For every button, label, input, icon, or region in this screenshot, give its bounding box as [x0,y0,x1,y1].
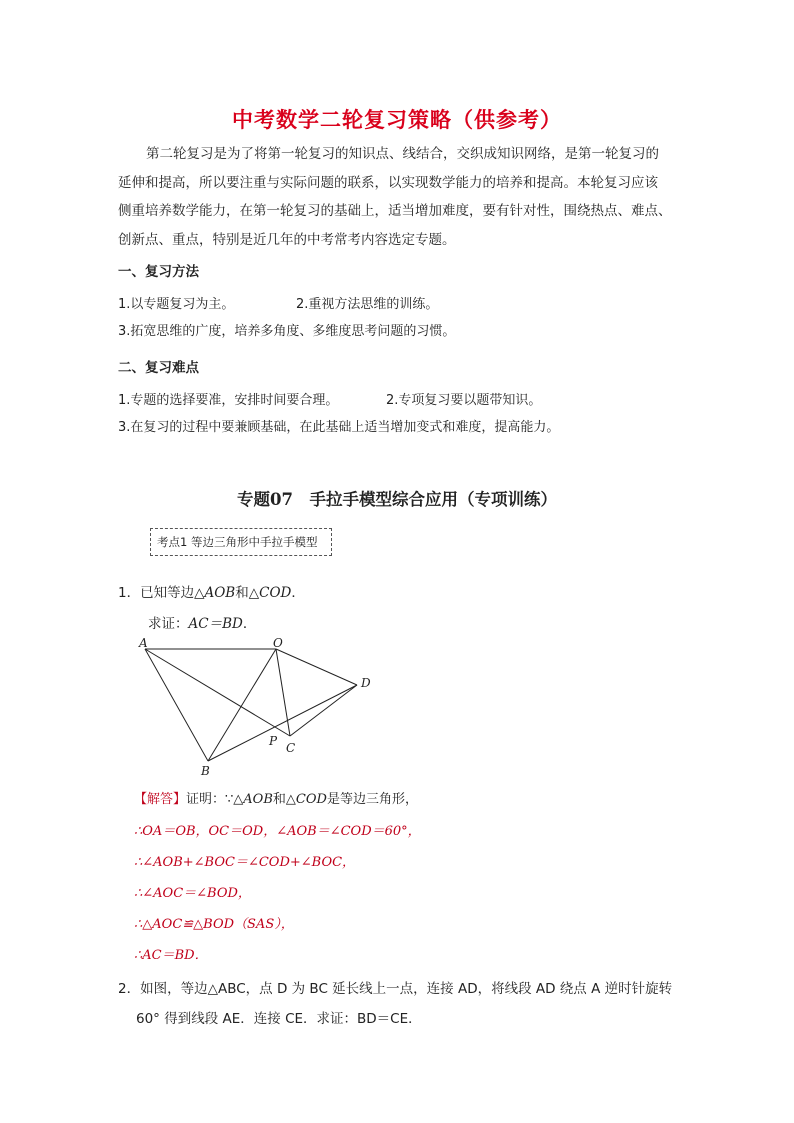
answer-text: 是等边三角形， [326,792,418,807]
question-number: 2． [118,981,141,997]
question-1-prove [148,612,256,632]
kaodian-box: 考点1 等边三角形中手拉手模型 [150,528,332,556]
question-2-text: 如图，等边△ABC，点 D 为 BC 延长线上一点，连接 AD，将线段 AD 绕点 A 逆时针旋转 [140,981,673,997]
answer-tag: 【解答】 [134,792,187,807]
label-a: A [139,636,148,650]
prove-expression: AC＝BD [188,616,243,632]
section-heading-methods: 一、复习方法 [118,264,199,280]
stem-triangle: COD [259,585,292,601]
label-b: B [201,764,210,778]
intro-line: 创新点、重点，特别是近几年的中考常考内容选定专题。 [118,231,456,248]
intro-line: 第二轮复习是为了将第一轮复习的知识点、线结合，交织成知识网络，是第一轮复习的 [146,146,659,162]
answer-triangle: COD [295,792,327,807]
label-c: C [286,741,296,755]
segment-bd [208,685,357,761]
segment-od [276,649,357,685]
answer-text: 和△ [272,792,296,807]
question-1-figure [130,630,380,780]
stem-text: 已知等边△ [140,585,205,601]
stem-triangle: AOB [204,585,236,601]
answer-triangle: AOB [243,792,273,807]
proof-step: ∴AC＝BD． [134,948,208,963]
difficulty-item: 2.专项复习要以题带知识。 [386,393,542,408]
label-p: P [269,734,278,748]
method-item: 1.以专题复习为主。 [118,297,235,312]
page-title: 中考数学二轮复习策略（供参考） [232,108,562,132]
stem-text: ． [291,585,305,601]
proof-step: ∴△AOC≌△BOD（SAS）， [134,917,294,932]
segment-cd [290,685,357,736]
label-o: O [273,636,283,650]
section-heading-difficulties: 二、复习难点 [118,360,199,376]
intro-paragraph [118,140,678,254]
difficulty-item: 1.专题的选择要准，安排时间要合理。 [118,393,339,408]
question-2-line2: 60° 得到线段 AE．连接 CE．求证：BD＝CE． [136,1011,422,1027]
prove-text: ． [242,616,257,632]
difficulty-item: 3.在复习的过程中要兼顾基础，在此基础上适当增加变式和难度，提高能力。 [118,420,560,435]
proof-step: ∴∠AOC＝∠BOD， [134,886,251,901]
stem-text: 和△ [235,585,260,601]
proof-step: ∴∠AOB+∠BOC＝∠COD+∠BOC， [134,855,356,870]
proof-step: ∴OA＝OB，OC＝OD，∠AOB＝∠COD＝60°， [134,824,421,839]
question-number: 1． [118,585,141,601]
topic-title: 专题07 手拉手模型综合应用（专项训练） [237,490,557,509]
intro-line: 侧重培养数学能力，在第一轮复习的基础上，适当增加难度，要有针对性，围绕热点、难点、 [118,203,672,219]
label-d: D [361,676,371,690]
question-1-stem [118,581,305,601]
prove-label: 求证： [148,616,189,632]
intro-line: 延伸和提高，所以要注重与实际问题的联系，以实现数学能力的培养和提高。本轮复习应该 [118,174,658,191]
question-2-line1 [118,977,672,997]
answer-line [134,788,418,807]
method-item: 3.拓宽思维的广度，培养多角度、多维度思考问题的习惯。 [118,324,456,339]
segment-ab [145,649,208,761]
answer-text: 证明：∵△ [186,792,244,807]
method-item: 2.重视方法思维的训练。 [296,297,439,312]
